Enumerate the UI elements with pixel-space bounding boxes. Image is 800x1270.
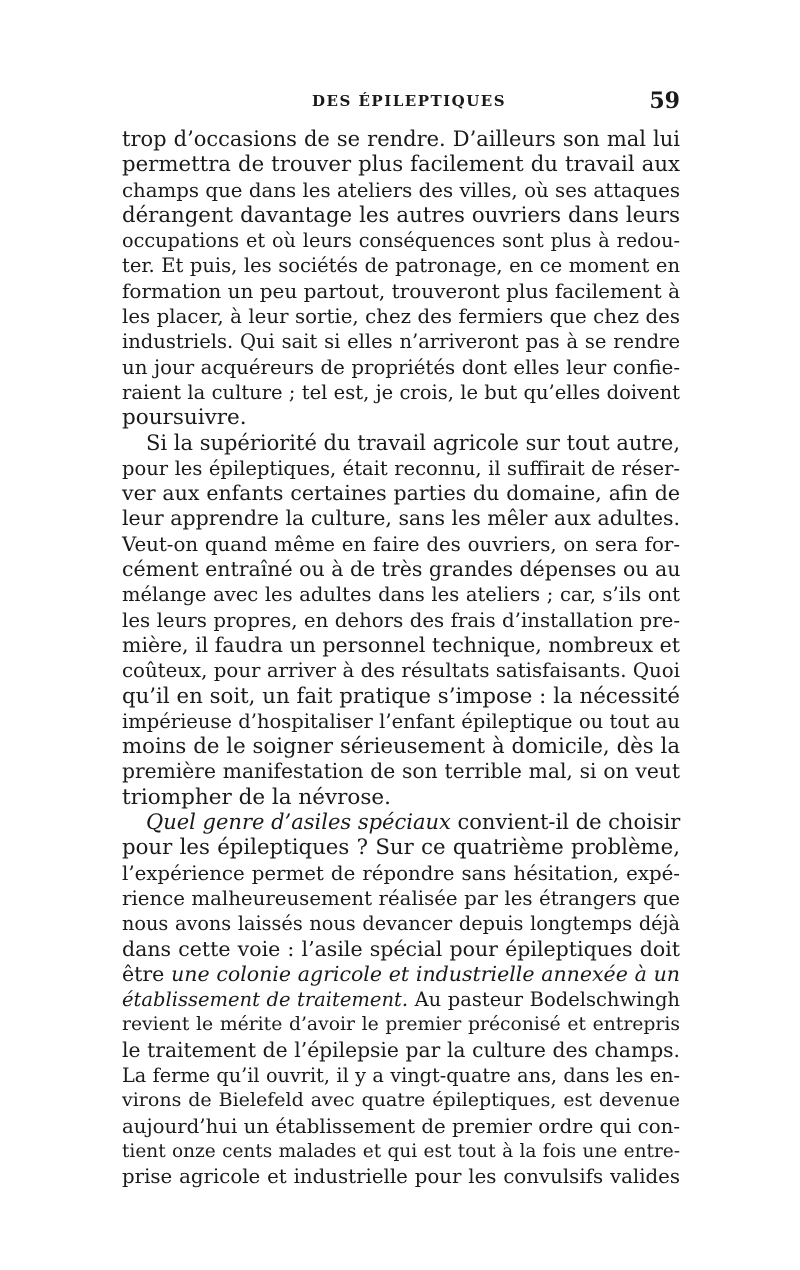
text-line <box>122 608 680 633</box>
text-line <box>122 355 680 380</box>
text-segment: première manifestation de son terrible mal, si on veut <box>122 759 680 784</box>
text-segment: l’expérience permet de répondre sans hésitation, expé- <box>122 861 680 885</box>
text-line <box>122 1063 680 1088</box>
text-line <box>122 1038 680 1063</box>
text-line <box>122 582 680 607</box>
text-segment: dans cette voie : l’asile spécial pour épileptiques doit <box>122 936 680 961</box>
text-line <box>122 886 680 911</box>
text-line <box>122 759 680 784</box>
text-line <box>122 911 680 936</box>
text-segment: impérieuse d’hospitaliser l’enfant épileptique ou tout au <box>122 709 680 733</box>
text-segment: permettra de trouver plus facilement du travail aux <box>122 152 680 178</box>
text-line <box>122 152 680 177</box>
text-line <box>122 810 680 835</box>
text-segment: cément entraîné ou à de très grandes dépenses ou au <box>122 557 681 582</box>
running-title: DES ÉPILEPTIQUES <box>312 92 507 110</box>
text-segment: pour les épileptiques ? Sur ce quatrième problème, <box>122 835 680 861</box>
page-header <box>122 88 680 118</box>
text-segment: aujourd’hui un établissement de premier ordre qui con- <box>122 1114 680 1138</box>
text-line <box>122 1012 680 1037</box>
text-segment: les placer, à leur sortie, chez des fermiers que chez des <box>122 305 680 329</box>
text-line <box>122 734 680 759</box>
text-segment: ter. Et puis, les sociétés de patronage, en ce moment en <box>122 254 680 278</box>
text-segment: revient le mérite d’avoir le premier préconisé et entrepris <box>122 1014 680 1036</box>
text-segment: nous avons laissés nous devancer depuis longtemps déjà <box>122 912 680 936</box>
text-segment: La ferme qu’il ouvrit, il y a vingt-quatre ans, dans les en- <box>122 1063 680 1087</box>
text-segment: Au pasteur Bodelschwingh <box>408 988 680 1012</box>
text-segment: prise agricole et industrielle pour les convulsifs valides <box>122 1165 680 1189</box>
text-line <box>122 709 680 734</box>
text-line <box>122 861 680 886</box>
text-line <box>122 1088 680 1113</box>
text-segment: les leurs propres, en dehors des frais d’installation pre- <box>122 608 680 632</box>
text-segment: trop d’occasions de se rendre. D’ailleurs son mal lui <box>122 127 680 151</box>
text-segment: poursuivre. <box>122 405 247 431</box>
text-segment: pour les épileptiques, était reconnu, il suffirait de réser- <box>122 456 680 480</box>
text-line <box>122 962 680 987</box>
text-line <box>122 279 680 304</box>
text-segment: ver aux enfants certaines parties du domaine, afin de <box>122 481 680 506</box>
text-line <box>122 1114 680 1139</box>
text-segment: mière, il faudra un personnel technique, nombreux et <box>122 632 680 657</box>
text-line <box>122 481 680 506</box>
emphasized-text: une colonie agricole et industrielle annexée à un <box>171 961 680 986</box>
text-segment: Si la supériorité du travail agricole sur tout autre, <box>146 430 680 455</box>
text-segment: le traitement de l’épilepsie par la culture des champs. <box>122 1037 680 1062</box>
text-line <box>122 228 680 253</box>
text-line <box>122 987 680 1012</box>
text-line <box>122 178 680 203</box>
text-line <box>122 127 680 152</box>
text-line <box>122 1164 680 1189</box>
text-line <box>122 203 680 228</box>
text-segment: convient-il de choisir <box>450 810 681 835</box>
text-line <box>122 633 680 658</box>
text-segment: être <box>122 961 172 986</box>
text-segment: Veut-on quand même en faire des ouvriers, on sera for- <box>122 532 680 556</box>
text-segment: mélange avec les adultes dans les ateliers ; car, s’ils ont <box>122 583 680 607</box>
text-line <box>122 532 680 557</box>
text-segment: dérangent davantage les autres ouvriers dans leurs <box>122 202 680 228</box>
text-line <box>122 253 680 278</box>
text-line <box>122 937 680 962</box>
text-line <box>122 557 680 582</box>
text-segment: rience malheureusement réalisée par les étrangers que <box>122 886 680 910</box>
text-line <box>122 380 680 405</box>
text-line <box>122 405 680 430</box>
text-segment: occupations et où leurs conséquences sont plus à redou- <box>122 229 680 253</box>
text-line <box>122 431 680 456</box>
text-segment: virons de Bielefeld avec quatre épileptiques, est devenue <box>122 1089 680 1112</box>
text-segment: champs que dans les ateliers des villes, où ses attaques <box>122 178 680 202</box>
body-text <box>122 127 680 1189</box>
page-number: 59 <box>649 88 680 114</box>
text-segment: leur apprendre la culture, sans les mêler aux adultes. <box>122 506 680 531</box>
text-segment: formation un peu partout, trouveront plus facilement à <box>122 278 680 303</box>
text-segment: triompher de la névrose. <box>122 784 391 810</box>
text-line <box>122 835 680 860</box>
text-segment: industriels. Qui sait si elles n’arriveront pas à se rendre <box>122 330 680 354</box>
text-segment: raient la culture ; tel est, je crois, le but qu’elles doivent <box>122 380 680 404</box>
text-segment: qu’il en soit, un fait pratique s’impose : la nécessité <box>122 683 680 709</box>
text-line <box>122 684 680 709</box>
emphasized-text: Quel genre d’asiles spéciaux <box>146 810 451 835</box>
text-segment: un jour acquéreurs de propriétés dont elles leur confie- <box>122 355 680 379</box>
text-line <box>122 658 680 683</box>
text-line <box>122 456 680 481</box>
text-line <box>122 785 680 810</box>
text-line <box>122 304 680 329</box>
text-segment: coûteux, pour arriver à des résultats satisfaisants. Quoi <box>122 659 680 683</box>
text-line <box>122 506 680 531</box>
text-segment: tient onze cents malades et qui est tout à la fois une entre- <box>122 1140 680 1162</box>
text-segment: moins de le soigner sérieusement à domicile, dès la <box>122 734 680 760</box>
text-line <box>122 1139 680 1164</box>
text-line <box>122 329 680 354</box>
emphasized-text: établissement de traitement. <box>122 988 409 1012</box>
